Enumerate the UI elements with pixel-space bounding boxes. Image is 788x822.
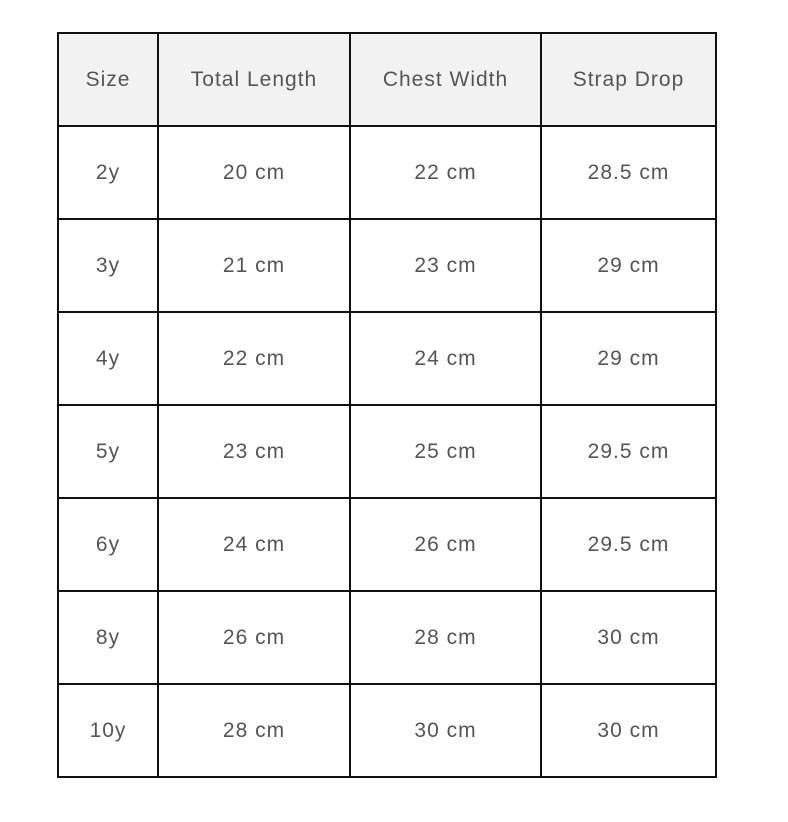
cell-strap-drop: 30 cm <box>541 684 716 777</box>
table-header <box>58 33 716 126</box>
cell-size: 8y <box>58 591 158 684</box>
cell-total-length: 22 cm <box>158 312 350 405</box>
cell-total-length: 26 cm <box>158 591 350 684</box>
cell-size: 4y <box>58 312 158 405</box>
header-total-length: Total Length <box>158 33 350 126</box>
header-chest-width: Chest Width <box>350 33 541 126</box>
cell-strap-drop: 29.5 cm <box>541 405 716 498</box>
cell-strap-drop: 29 cm <box>541 312 716 405</box>
header-strap-drop: Strap Drop <box>541 33 716 126</box>
table-row <box>58 219 716 312</box>
size-chart-table <box>57 32 717 778</box>
cell-total-length: 23 cm <box>158 405 350 498</box>
cell-total-length: 24 cm <box>158 498 350 591</box>
cell-chest-width: 23 cm <box>350 219 541 312</box>
cell-size: 6y <box>58 498 158 591</box>
cell-size: 2y <box>58 126 158 219</box>
cell-total-length: 20 cm <box>158 126 350 219</box>
header-size: Size <box>58 33 158 126</box>
cell-size: 5y <box>58 405 158 498</box>
table-row <box>58 405 716 498</box>
table-row <box>58 498 716 591</box>
table-row <box>58 684 716 777</box>
cell-chest-width: 22 cm <box>350 126 541 219</box>
cell-strap-drop: 29 cm <box>541 219 716 312</box>
cell-strap-drop: 28.5 cm <box>541 126 716 219</box>
cell-chest-width: 28 cm <box>350 591 541 684</box>
cell-size: 3y <box>58 219 158 312</box>
cell-strap-drop: 29.5 cm <box>541 498 716 591</box>
table-row <box>58 126 716 219</box>
header-row <box>58 33 716 126</box>
cell-chest-width: 24 cm <box>350 312 541 405</box>
cell-chest-width: 26 cm <box>350 498 541 591</box>
cell-strap-drop: 30 cm <box>541 591 716 684</box>
cell-chest-width: 30 cm <box>350 684 541 777</box>
cell-total-length: 28 cm <box>158 684 350 777</box>
cell-total-length: 21 cm <box>158 219 350 312</box>
table-row <box>58 591 716 684</box>
table-body <box>58 126 716 777</box>
cell-size: 10y <box>58 684 158 777</box>
cell-chest-width: 25 cm <box>350 405 541 498</box>
table-row <box>58 312 716 405</box>
